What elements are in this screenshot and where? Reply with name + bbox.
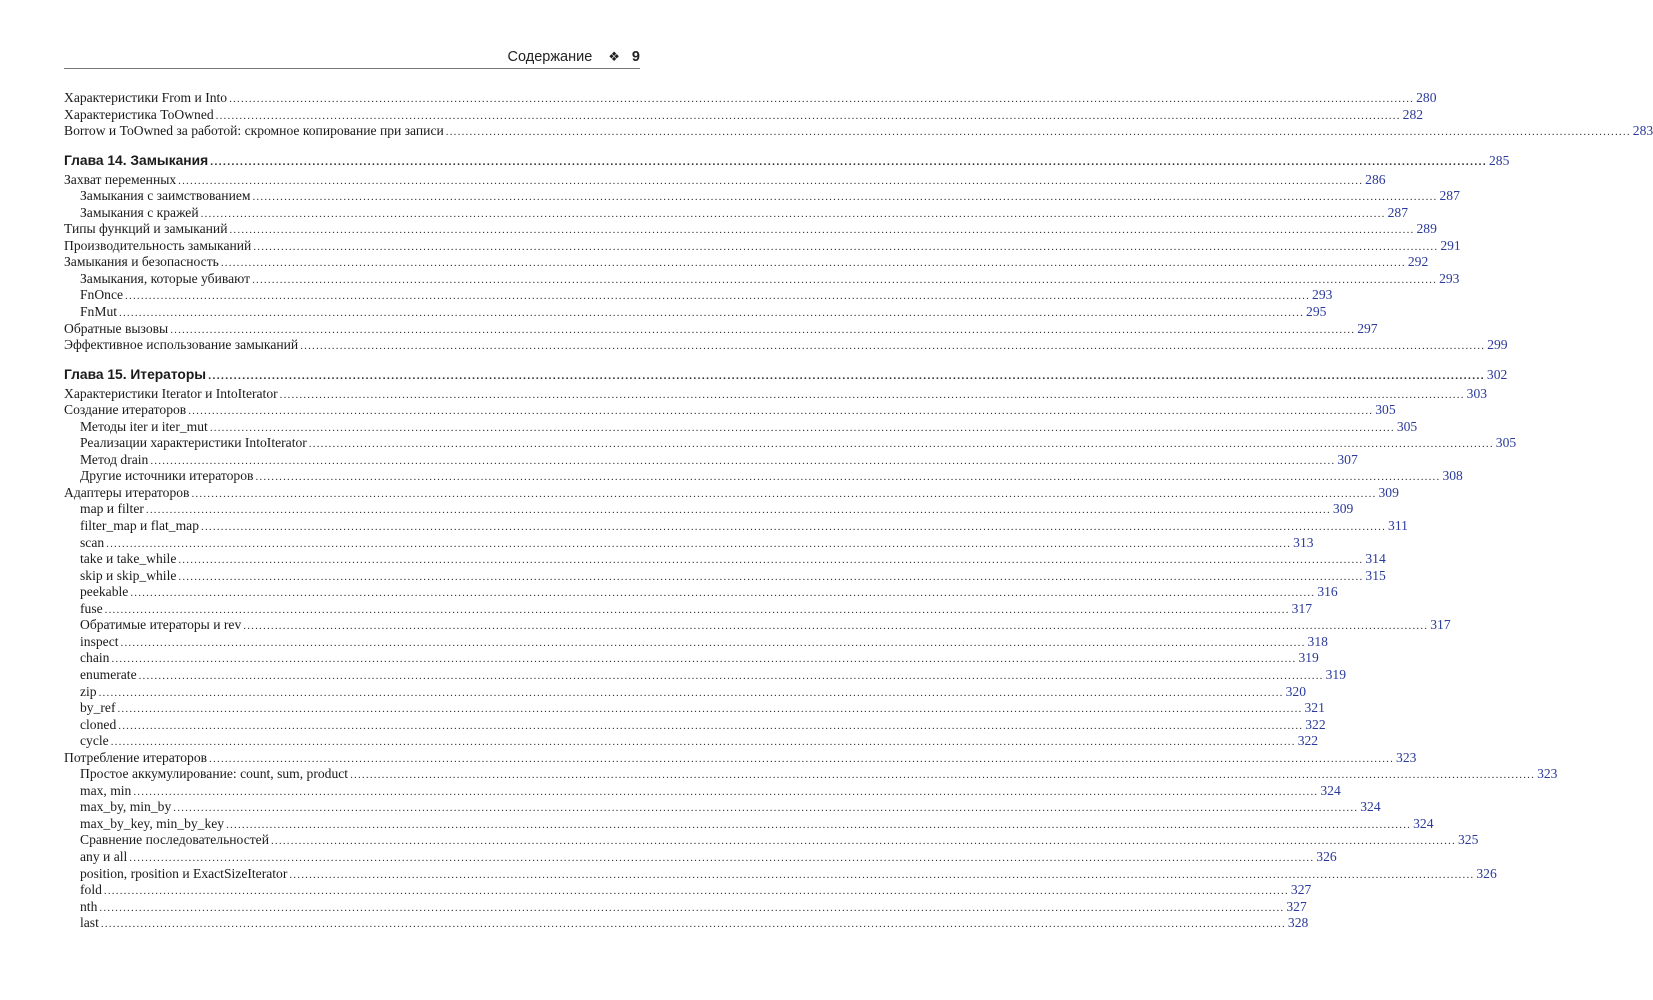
entry-page-number[interactable]: 293 xyxy=(1312,287,1333,303)
entry-title: Методы iter и iter_mut xyxy=(80,418,208,434)
toc-entry[interactable] xyxy=(64,221,1437,238)
toc-subentry[interactable] xyxy=(64,287,1333,304)
entry-page-number[interactable]: 305 xyxy=(1375,402,1396,418)
entry-title: FnOnce xyxy=(80,287,124,303)
entry-page-number[interactable]: 283 xyxy=(1632,123,1653,139)
dot-leader: ............................................................................................................................................................................................................................................................................................................ xyxy=(252,191,1438,204)
entry-title: Сравнение последовательностей xyxy=(80,832,269,848)
entry-title: Захват переменных xyxy=(64,171,177,187)
entry-page-number[interactable]: 295 xyxy=(1306,304,1327,320)
entry-title: Реализации характеристики IntoIterator xyxy=(80,435,307,451)
entry-page-number[interactable]: 313 xyxy=(1293,534,1314,550)
dot-leader: ............................................................................................................................................................................................................................................................................................................ xyxy=(226,818,1412,831)
toc-entry[interactable] xyxy=(64,90,1437,107)
toc-entry[interactable] xyxy=(64,337,1508,354)
entry-title: map и filter xyxy=(80,501,144,517)
entry-title: Глава 15. Итераторы xyxy=(64,367,207,383)
entry-page-number[interactable]: 327 xyxy=(1286,898,1307,914)
dot-leader: ............................................................................................................................................................................................................................................................................................................ xyxy=(119,307,1305,320)
toc-subentry[interactable] xyxy=(64,848,1337,866)
entry-title: position, rposition и ExactSizeIterator xyxy=(80,865,288,881)
toc-subentry[interactable] xyxy=(64,534,1314,552)
entry-page-number[interactable]: 324 xyxy=(1413,815,1434,831)
dot-leader: ............................................................................................................................................................................................................................................................................................................ xyxy=(118,719,1304,732)
entry-page-number[interactable]: 320 xyxy=(1285,683,1306,699)
toc-subentry[interactable] xyxy=(64,304,1327,321)
entry-page-number[interactable]: 321 xyxy=(1304,700,1325,716)
entry-page-number[interactable]: 327 xyxy=(1290,882,1312,898)
entry-title: Эффективное использование замыканий xyxy=(64,337,299,353)
toc-subentry[interactable] xyxy=(64,766,1558,783)
entry-page-number[interactable]: 305 xyxy=(1495,435,1517,451)
dot-leader: ............................................................................................................................................................................................................................................................................................................ xyxy=(300,340,1486,353)
entry-title: Адаптеры итераторов xyxy=(64,484,190,500)
entry-page-number[interactable]: 291 xyxy=(1440,237,1461,253)
entry-title: Borrow и ToOwned за работой: скромное копирование при записи xyxy=(64,123,444,139)
entry-title: skip и skip_while xyxy=(80,567,177,583)
toc-subentry[interactable] xyxy=(64,650,1319,667)
entry-title: cycle xyxy=(80,733,109,749)
table-of-contents xyxy=(64,90,1653,932)
entry-page-number[interactable]: 311 xyxy=(1388,518,1408,534)
dot-leader: ............................................................................................................................................................................................................................................................................................................ xyxy=(279,388,1465,401)
dot-leader: ............................................................................................................................................................................................................................................................................................................ xyxy=(229,224,1415,237)
toc-subentry[interactable] xyxy=(64,584,1338,601)
toc-subentry[interactable] xyxy=(64,865,1497,883)
running-header xyxy=(64,46,640,68)
dot-leader: ............................................................................................................................................................................................................................................................................................................ xyxy=(210,156,1487,169)
toc-entry[interactable] xyxy=(64,123,1653,140)
entry-page-number[interactable]: 297 xyxy=(1357,320,1378,336)
entry-page-number[interactable]: 324 xyxy=(1320,782,1341,798)
toc-subentry[interactable] xyxy=(64,600,1313,618)
dot-leader: ............................................................................................................................................................................................................................................................................................................ xyxy=(103,885,1289,898)
toc-subentry[interactable] xyxy=(64,815,1434,833)
entry-page-number[interactable]: 282 xyxy=(1402,106,1424,122)
toc-entry[interactable] xyxy=(64,402,1396,419)
entry-title: zip xyxy=(80,683,97,699)
entry-title: by_ref xyxy=(80,700,116,716)
entry-page-number[interactable]: 328 xyxy=(1287,915,1309,931)
dot-leader: ............................................................................................................................................................................................................................................................................................................ xyxy=(209,752,1395,765)
entry-page-number[interactable]: 317 xyxy=(1430,617,1451,633)
entry-page-number[interactable]: 286 xyxy=(1365,171,1386,187)
toc-subentry[interactable] xyxy=(64,832,1479,849)
dot-leader: ............................................................................................................................................................................................................................................................................................................ xyxy=(243,620,1429,633)
entry-title: Метод drain xyxy=(80,451,149,467)
dot-leader: ............................................................................................................................................................................................................................................................................................................ xyxy=(208,370,1485,383)
entry-page-number[interactable]: 302 xyxy=(1486,367,1508,383)
entry-page-number[interactable]: 280 xyxy=(1416,90,1437,105)
entry-title: Производительность замыканий xyxy=(64,237,252,253)
dot-leader: ............................................................................................................................................................................................................................................................................................................ xyxy=(253,240,1439,253)
dot-leader: ............................................................................................................................................................................................................................................................................................................ xyxy=(110,736,1296,749)
dot-leader: ............................................................................................................................................................................................................................................................................................................ xyxy=(120,636,1306,649)
dot-leader: ............................................................................................................................................................................................................................................................................................................ xyxy=(173,802,1359,815)
toc-subentry[interactable] xyxy=(64,782,1341,800)
entry-page-number[interactable]: 314 xyxy=(1365,551,1386,567)
entry-page-number[interactable]: 326 xyxy=(1316,848,1337,864)
toc-subentry[interactable] xyxy=(64,451,1358,469)
entry-page-number[interactable]: 319 xyxy=(1298,650,1319,666)
dot-leader: ............................................................................................................................................................................................................................................................................................................ xyxy=(104,603,1290,616)
dot-leader: ............................................................................................................................................................................................................................................................................................................ xyxy=(350,769,1536,782)
toc-subentry[interactable] xyxy=(64,683,1306,701)
dot-leader: ............................................................................................................................................................................................................................................................................................................ xyxy=(178,174,1364,187)
entry-page-number[interactable]: 317 xyxy=(1291,600,1313,616)
toc-subentry[interactable] xyxy=(64,716,1326,734)
toc-subentry[interactable] xyxy=(64,188,1460,205)
toc-entry[interactable] xyxy=(64,385,1488,403)
entry-title: Обратные вызовы xyxy=(64,320,169,336)
section-gap xyxy=(64,354,640,367)
entry-title: Характеристики From и Into xyxy=(64,90,228,105)
toc-subentry[interactable] xyxy=(64,898,1307,916)
toc-subentry[interactable] xyxy=(64,666,1346,684)
entry-title: Замыкания с кражей xyxy=(80,204,199,220)
header-page-number: 9 xyxy=(631,49,640,65)
dot-leader: ............................................................................................................................................................................................................................................................................................................ xyxy=(138,669,1324,682)
dot-leader: ............................................................................................................................................................................................................................................................................................................ xyxy=(98,686,1284,699)
entry-title: Другие источники итераторов xyxy=(80,468,254,484)
entry-page-number[interactable]: 323 xyxy=(1537,766,1558,782)
dot-leader: ............................................................................................................................................................................................................................................................................................................ xyxy=(100,918,1286,931)
dot-leader: ............................................................................................................................................................................................................................................................................................................ xyxy=(200,207,1386,220)
entry-page-number[interactable]: 319 xyxy=(1325,666,1346,682)
entry-page-number[interactable]: 322 xyxy=(1305,716,1326,732)
entry-title: enumerate xyxy=(80,666,137,682)
entry-title: Замыкания с заимствованием xyxy=(80,188,251,204)
entry-page-number[interactable]: 324 xyxy=(1360,799,1381,815)
entry-page-number[interactable]: 289 xyxy=(1416,221,1437,237)
entry-page-number[interactable]: 285 xyxy=(1489,153,1510,169)
entry-title: nth xyxy=(80,898,98,914)
toc-entry[interactable] xyxy=(64,171,1386,189)
entry-title: peekable xyxy=(80,584,129,600)
entry-title: Простое аккумулирование: count, sum, product xyxy=(80,766,349,782)
entry-title: Глава 14. Замыкания xyxy=(64,153,209,169)
dot-leader: ............................................................................................................................................................................................................................................................................................................ xyxy=(106,537,1292,550)
entry-page-number[interactable]: 292 xyxy=(1407,254,1429,270)
entry-title: max, min xyxy=(80,782,132,798)
entry-title: inspect xyxy=(80,633,119,649)
dot-leader: ............................................................................................................................................................................................................................................................................................................ xyxy=(150,454,1336,467)
toc-entry[interactable] xyxy=(64,484,1399,502)
dot-leader: ............................................................................................................................................................................................................................................................................................................ xyxy=(130,587,1316,600)
dot-leader: ............................................................................................................................................................................................................................................................................................................ xyxy=(178,554,1364,567)
chapter-heading[interactable] xyxy=(64,152,1510,170)
entry-page-number[interactable]: 309 xyxy=(1378,484,1399,500)
dot-leader: ............................................................................................................................................................................................................................................................................................................ xyxy=(111,653,1297,666)
toc-entry[interactable] xyxy=(64,106,1424,124)
toc-subentry[interactable] xyxy=(64,915,1309,932)
dot-leader: ............................................................................................................................................................................................................................................................................................................ xyxy=(308,438,1494,451)
entry-title: scan xyxy=(80,534,105,550)
entry-title: Характеристика ToOwned xyxy=(64,106,214,122)
entry-title: Типы функций и замыканий xyxy=(64,221,228,237)
dot-leader: ............................................................................................................................................................................................................................................................................................................ xyxy=(201,521,1387,534)
toc-subentry[interactable] xyxy=(64,418,1418,436)
dot-leader: ............................................................................................................................................................................................................................................................................................................ xyxy=(215,109,1401,122)
chapter-heading[interactable] xyxy=(64,366,1508,384)
dot-leader: ............................................................................................................................................................................................................................................................................................................ xyxy=(191,487,1377,500)
entry-page-number[interactable]: 326 xyxy=(1476,865,1497,881)
dot-leader: ............................................................................................................................................................................................................................................................................................................ xyxy=(133,785,1319,798)
dot-leader: ............................................................................................................................................................................................................................................................................................................ xyxy=(289,868,1475,881)
entry-title: Замыкания, которые убивают xyxy=(80,270,251,286)
dot-leader: ............................................................................................................................................................................................................................................................................................................ xyxy=(188,405,1374,418)
entry-title: fold xyxy=(80,882,102,898)
entry-page-number[interactable]: 318 xyxy=(1307,633,1328,649)
entry-page-number[interactable]: 303 xyxy=(1466,385,1488,401)
header-title: Содержание xyxy=(507,49,593,65)
toc-subentry[interactable] xyxy=(64,270,1460,288)
dot-leader: ............................................................................................................................................................................................................................................................................................................ xyxy=(117,703,1303,716)
entry-page-number[interactable]: 293 xyxy=(1439,270,1460,286)
entry-page-number[interactable]: 305 xyxy=(1396,418,1418,434)
entry-title: cloned xyxy=(80,716,117,732)
toc-subentry[interactable] xyxy=(64,633,1328,651)
header-rule xyxy=(64,68,640,69)
dot-leader: ............................................................................................................................................................................................................................................................................................................ xyxy=(209,421,1395,434)
toc-entry[interactable] xyxy=(64,749,1417,767)
entry-title: take и take_while xyxy=(80,551,177,567)
toc-subentry[interactable] xyxy=(64,567,1386,585)
entry-title: FnMut xyxy=(80,304,118,320)
entry-title: last xyxy=(80,915,99,931)
toc-subentry[interactable] xyxy=(64,733,1319,750)
entry-page-number[interactable]: 308 xyxy=(1442,468,1463,484)
dot-leader: ............................................................................................................................................................................................................................................................................................................ xyxy=(229,93,1415,105)
dot-leader: ............................................................................................................................................................................................................................................................................................................ xyxy=(129,851,1315,864)
section-gap xyxy=(64,140,640,153)
entry-page-number[interactable]: 315 xyxy=(1365,567,1386,583)
dot-leader: ............................................................................................................................................................................................................................................................................................................ xyxy=(145,504,1331,517)
entry-page-number[interactable]: 299 xyxy=(1487,337,1508,353)
toc-subentry[interactable] xyxy=(64,700,1325,717)
toc-subentry[interactable] xyxy=(64,617,1451,634)
dot-leader: ............................................................................................................................................................................................................................................................................................................ xyxy=(125,290,1311,303)
dot-leader: ............................................................................................................................................................................................................................................................................................................ xyxy=(170,323,1356,336)
entry-title: fuse xyxy=(80,600,103,616)
toc-subentry[interactable] xyxy=(64,551,1386,568)
dot-leader: ............................................................................................................................................................................................................................................................................................................ xyxy=(255,471,1441,484)
toc-entry[interactable] xyxy=(64,237,1461,255)
entry-title: max_by_key, min_by_key xyxy=(80,815,225,831)
entry-title: Создание итераторов xyxy=(64,402,187,418)
dot-leader: ............................................................................................................................................................................................................................................................................................................ xyxy=(178,570,1364,583)
entry-page-number[interactable]: 316 xyxy=(1317,584,1338,600)
entry-page-number[interactable]: 323 xyxy=(1396,749,1417,765)
entry-title: chain xyxy=(80,650,110,666)
dot-leader: ............................................................................................................................................................................................................................................................................................................ xyxy=(270,835,1456,848)
entry-title: Характеристики Iterator и IntoIterator xyxy=(64,385,278,401)
entry-title: max_by, min_by xyxy=(80,799,172,815)
entry-page-number[interactable]: 307 xyxy=(1337,451,1358,467)
toc-subentry[interactable] xyxy=(64,518,1408,535)
toc-subentry[interactable] xyxy=(64,501,1354,518)
toc-entry[interactable] xyxy=(64,254,1429,271)
entry-title: Потребление итераторов xyxy=(64,749,208,765)
toc-subentry[interactable] xyxy=(64,204,1408,222)
toc-subentry[interactable] xyxy=(64,799,1381,816)
entry-title: Обратимые итераторы и rev xyxy=(80,617,242,633)
entry-page-number[interactable]: 325 xyxy=(1457,832,1479,848)
entry-title: any и all xyxy=(80,848,128,864)
toc-entry[interactable] xyxy=(64,320,1378,338)
dot-leader: ............................................................................................................................................................................................................................................................................................................ xyxy=(220,257,1406,270)
toc-subentry[interactable] xyxy=(64,882,1312,899)
toc-subentry[interactable] xyxy=(64,468,1463,485)
entry-page-number[interactable]: 287 xyxy=(1387,204,1408,220)
entry-page-number[interactable]: 322 xyxy=(1297,733,1319,749)
entry-page-number[interactable]: 287 xyxy=(1439,188,1460,204)
dot-leader: ............................................................................................................................................................................................................................................................................................................ xyxy=(445,126,1631,139)
entry-title: filter_map и flat_map xyxy=(80,518,200,534)
dot-leader: ............................................................................................................................................................................................................................................................................................................ xyxy=(252,273,1438,286)
dot-leader: ............................................................................................................................................................................................................................................................................................................ xyxy=(99,901,1285,914)
ornament-icon: ❖ xyxy=(608,49,620,64)
entry-page-number[interactable]: 309 xyxy=(1332,501,1354,517)
entry-title: Замыкания и безопасность xyxy=(64,254,219,270)
toc-subentry[interactable] xyxy=(64,435,1517,452)
